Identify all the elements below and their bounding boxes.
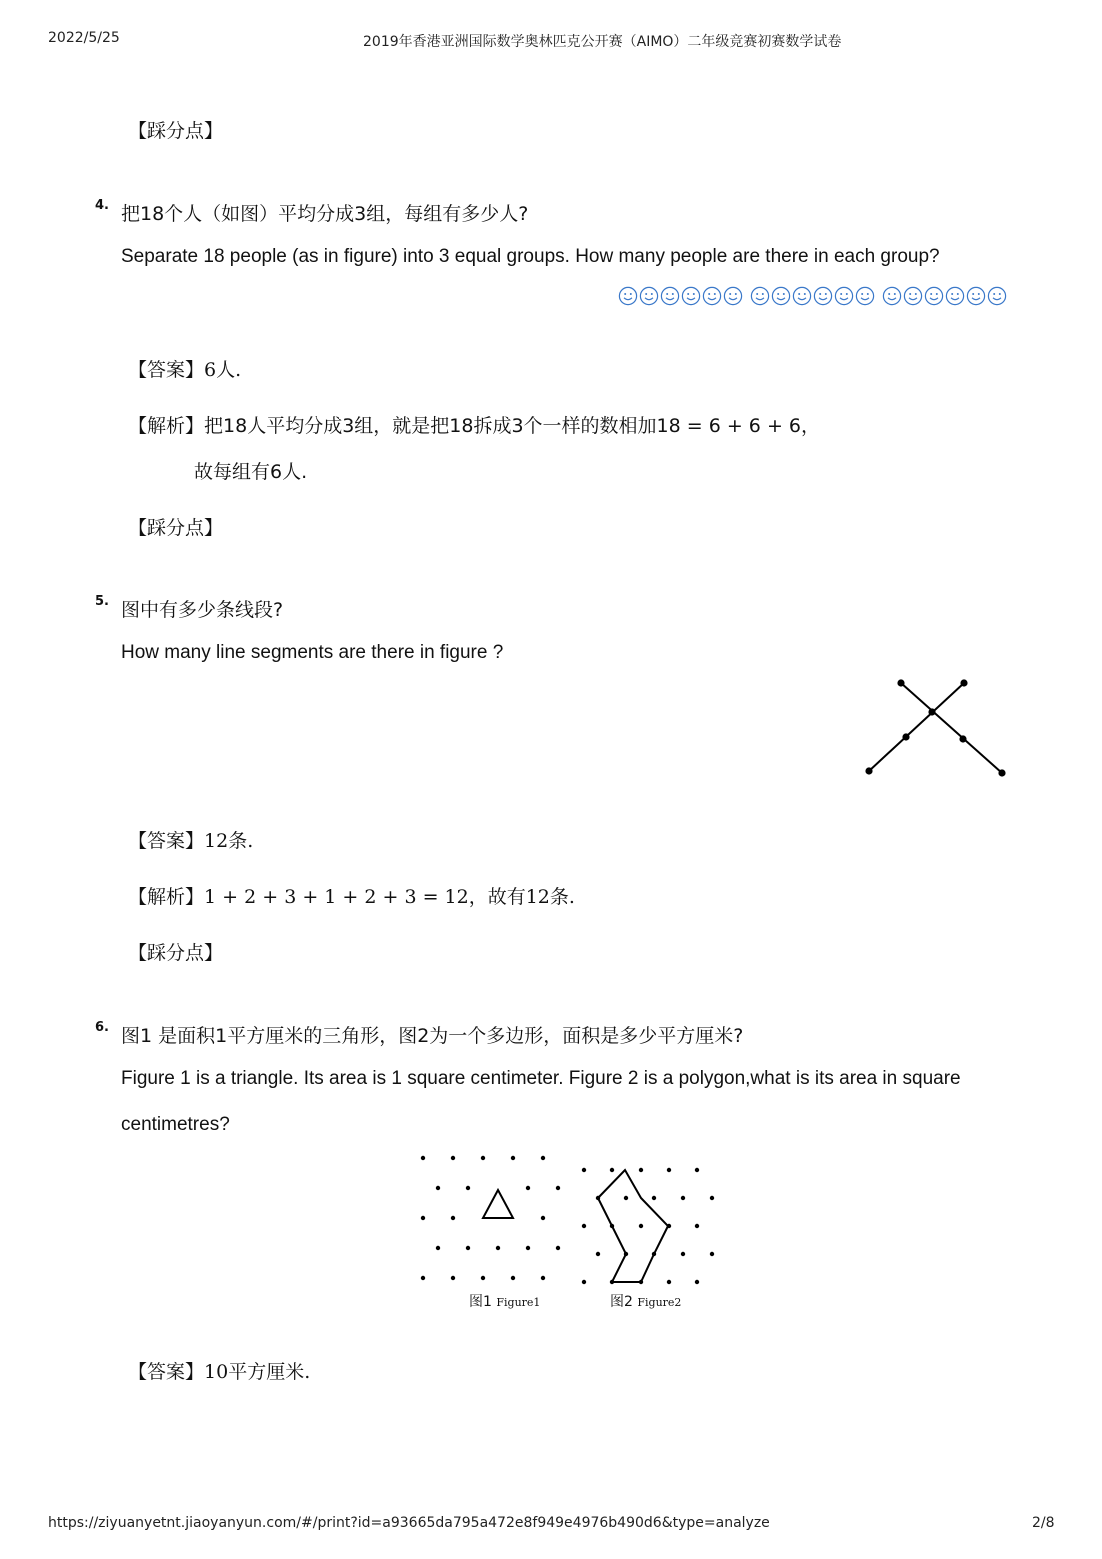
smiley-face-icon [882, 286, 902, 306]
analysis-label: 【解析】 [128, 415, 205, 437]
grid-dot [511, 1156, 515, 1160]
smiley-face-icon [723, 286, 743, 306]
point [897, 679, 904, 686]
grid-dot [481, 1276, 485, 1280]
answer-row [128, 826, 253, 853]
smiley-face-icon [639, 286, 659, 306]
grid-dot [466, 1186, 470, 1190]
smiley-face-icon [855, 286, 875, 306]
smiley-face-icon [966, 286, 986, 306]
smiley-face-icon [987, 286, 1007, 306]
grid-dot [639, 1168, 643, 1172]
grid-dot [639, 1224, 643, 1228]
grid-dot [421, 1276, 425, 1280]
group-gap [744, 286, 749, 306]
grid-dot [652, 1196, 656, 1200]
page-number: 2/8 [1032, 1515, 1055, 1531]
smiley-face-icon [834, 286, 854, 306]
smiley-face-icon [660, 286, 680, 306]
question-text-en: How many line segments are there in figure ? [121, 642, 504, 663]
point [959, 735, 966, 742]
answer-row [128, 355, 241, 382]
grid-dot [526, 1186, 530, 1190]
point [902, 733, 909, 740]
grid-dot [466, 1246, 470, 1250]
question-number: 6. [95, 1020, 109, 1035]
smiley-face-icon [813, 286, 833, 306]
point [960, 679, 967, 686]
answer-row [128, 1357, 310, 1384]
question-text-zh: 图中有多少条线段? [121, 599, 284, 621]
smiley-face-icon [702, 286, 722, 306]
smiley-face-icon [924, 286, 944, 306]
grid-dot [451, 1216, 455, 1220]
point [998, 769, 1005, 776]
point [928, 708, 935, 715]
answer-label: 【答案】 [128, 359, 205, 381]
grid-dot [610, 1168, 614, 1172]
question-text-en: Separate 18 people (as in figure) into 3 equal groups. How many people are there in each group? [121, 246, 940, 267]
figure1-caption: 图1 Figure1 [469, 1294, 541, 1310]
dot-grid-figures [410, 1150, 730, 1290]
grid-dot [421, 1216, 425, 1220]
people-figure [618, 286, 1007, 306]
grid-dot [541, 1276, 545, 1280]
smiley-face-icon [945, 286, 965, 306]
grid-dot [596, 1252, 600, 1256]
grid-dot [582, 1168, 586, 1172]
answer-label: 【答案】 [128, 830, 205, 852]
scoring-label: 【踩分点】 [128, 942, 224, 964]
triangle-shape [483, 1190, 513, 1218]
question-text-en: Figure 1 is a triangle. Its area is 1 square centimeter. Figure 2 is a polygon,what is its area in square [121, 1068, 961, 1089]
grid-dot [481, 1156, 485, 1160]
grid-dot [526, 1246, 530, 1250]
grid-dot [541, 1216, 545, 1220]
scoring-label: 【踩分点】 [128, 517, 224, 539]
scoring-label: 【踩分点】 [128, 120, 224, 142]
grid-dot [710, 1252, 714, 1256]
line-segments-figure [860, 674, 1010, 780]
analysis-text-cont: 故每组有6人. [194, 461, 308, 483]
question-number: 5. [95, 594, 109, 609]
question-number: 4. [95, 198, 109, 213]
group-gap [876, 286, 881, 306]
grid-dot [556, 1246, 560, 1250]
answer-value: 12条. [204, 830, 254, 852]
grid-dot [451, 1156, 455, 1160]
grid-dot [667, 1280, 671, 1284]
answer-label: 【答案】 [128, 1361, 205, 1383]
grid-dot [695, 1168, 699, 1172]
smiley-face-icon [681, 286, 701, 306]
grid-dot [582, 1224, 586, 1228]
grid-dot [541, 1156, 545, 1160]
grid-dot [710, 1196, 714, 1200]
grid-dot [667, 1168, 671, 1172]
polygon-shape [598, 1170, 668, 1282]
smiley-face-icon [792, 286, 812, 306]
question-text-en-cont: centimetres? [121, 1114, 230, 1135]
point [865, 767, 872, 774]
print-date: 2022/5/25 [48, 30, 120, 46]
analysis-row [128, 411, 820, 438]
grid-dot [681, 1196, 685, 1200]
document-title: 2019年香港亚洲国际数学奥林匹克公开赛（AIMO）二年级竞赛初赛数学试卷 [363, 34, 842, 50]
grid-dot [695, 1224, 699, 1228]
smiley-face-icon [750, 286, 770, 306]
grid-dot [511, 1276, 515, 1280]
analysis-text: 把18人平均分成3组，就是把18拆成3个一样的数相加18 = 6 + 6 + 6， [204, 415, 820, 437]
grid-dot [496, 1246, 500, 1250]
analysis-row [128, 882, 575, 909]
grid-dot [624, 1196, 628, 1200]
grid-dot [436, 1186, 440, 1190]
smiley-face-icon [618, 286, 638, 306]
smiley-face-icon [903, 286, 923, 306]
analysis-label: 【解析】 [128, 886, 205, 908]
answer-value: 6人. [204, 359, 242, 381]
grid-dot [695, 1280, 699, 1284]
grid-dot [436, 1246, 440, 1250]
question-text-zh: 把18个人（如图）平均分成3组，每组有多少人? [121, 203, 529, 225]
page-url: https://ziyuanyetnt.jiaoyanyun.com/#/print?id=a93665da795a472e8f949e4976b490d6&type=analyze [48, 1515, 770, 1531]
smiley-face-icon [771, 286, 791, 306]
analysis-text: 1 + 2 + 3 + 1 + 2 + 3 = 12，故有12条. [204, 886, 575, 908]
figure2-caption: 图2 Figure2 [610, 1294, 682, 1310]
question-text-zh: 图1 是面积1平方厘米的三角形，图2为一个多边形，面积是多少平方厘米? [121, 1025, 744, 1047]
grid-dot [451, 1276, 455, 1280]
grid-dot [582, 1280, 586, 1284]
answer-value: 10平方厘米. [204, 1361, 311, 1383]
grid-dot [421, 1156, 425, 1160]
grid-dot [556, 1186, 560, 1190]
grid-dot [681, 1252, 685, 1256]
